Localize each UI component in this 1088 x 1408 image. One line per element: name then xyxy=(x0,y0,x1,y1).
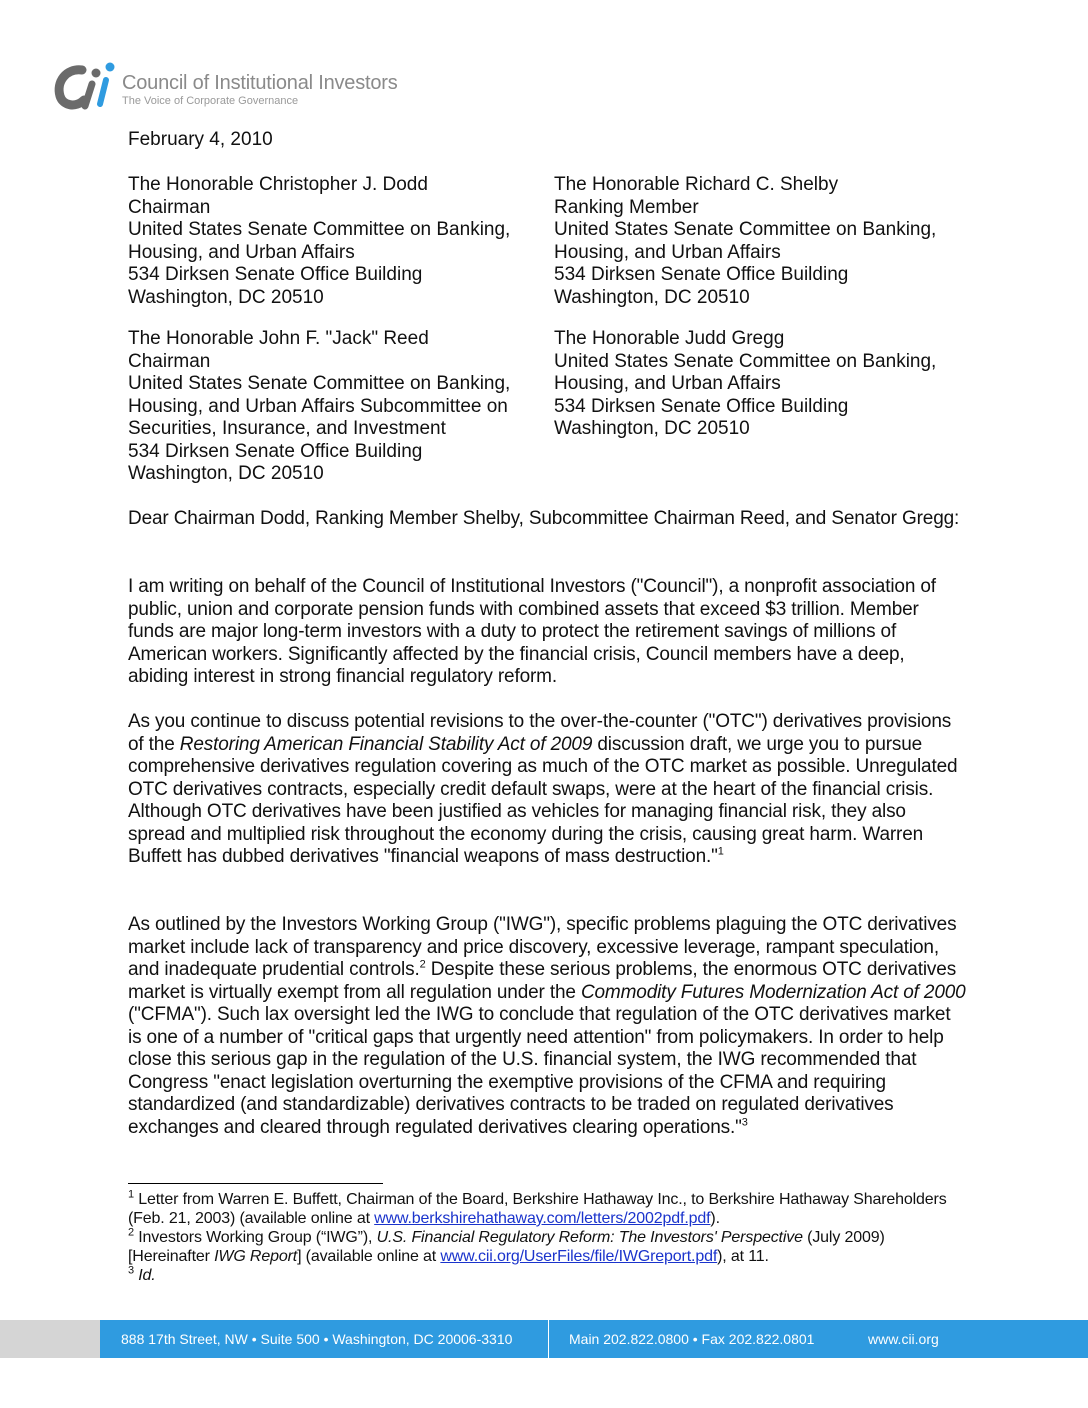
footnote-1 xyxy=(128,1190,958,1228)
footnote-2-text-c: ] (available online at xyxy=(297,1248,441,1265)
salutation: Dear Chairman Dodd, Ranking Member Shelby, Subcommittee Chairman Reed, and Senator Gregg: xyxy=(128,508,960,529)
footnote-2-short-title: IWG Report xyxy=(214,1248,298,1265)
org-name: Council of Institutional Investors xyxy=(122,72,398,94)
addressee-block-reed: The Honorable John F. "Jack" Reed Chairman United States Senate Committee on Banking, Housing, and Urban Affairs Subcommittee on Securities, Insurance, and Investment 534 Dirksen Senate Office Building Washington, DC 20510 xyxy=(128,328,511,484)
paragraph-1: I am writing on behalf of the Council of Institutional Investors ("Council"), a nonprofit association of public, union and corporate pension funds with combined assets that exceed $3 trillion. Member funds are major long-term investors with a duty to protect the retirement savings of millions of American workers. Significantly affected by the financial crisis, Council members have a deep, abiding interest in strong financial regulatory reform. xyxy=(128,576,936,687)
letterhead-logo xyxy=(52,58,398,110)
footnote-1-number: 1 xyxy=(128,1188,134,1201)
addressee-block-dodd: The Honorable Christopher J. Dodd Chairman United States Senate Committee on Banking, Housing, and Urban Affairs 534 Dirksen Senate Office Building Washington, DC 20510 xyxy=(128,174,511,308)
paragraph-3-text-b: Despite these serious problems, the enormous OTC derivatives market is virtually exempt from all regulation under the xyxy=(128,959,957,1003)
footnote-3-number: 3 xyxy=(128,1264,134,1277)
letter-date: February 4, 2010 xyxy=(128,129,273,150)
footnote-2-text-d: ), at 11. xyxy=(717,1248,769,1265)
addressee-block-gregg: The Honorable Judd Gregg United States Senate Committee on Banking, Housing, and Urban Affairs 534 Dirksen Senate Office Building Washington, DC 20510 xyxy=(554,328,937,439)
paragraph-2-text-a: As you continue to discuss potential revisions to the over-the-counter ("OTC") derivatives provisions of the xyxy=(128,711,952,755)
footnote-2 xyxy=(128,1228,958,1266)
footnote-ref-1: 1 xyxy=(717,845,724,858)
footer-phone-fax: Main 202.822.0800 • Fax 202.822.0801 xyxy=(569,1331,815,1347)
footnote-2-text-b: (July 2009) [Hereinafter xyxy=(128,1229,885,1265)
footnotes xyxy=(128,1190,958,1285)
org-tagline: The Voice of Corporate Governance xyxy=(122,95,299,107)
footnote-1-text-a: Letter from Warren E. Buffett, Chairman of the Board, Berkshire Hathaway Inc., to Berkshire Hathaway Shareholders (Feb. 21, 2003) (available online at xyxy=(128,1191,947,1227)
footer-left-block xyxy=(0,1320,100,1358)
paragraph-2-text-b: discussion draft, we urge you to pursue comprehensive derivatives regulation covering as much of the OTC market as possible. Unregulated OTC derivatives contracts, especially credit default swaps, were at the heart of the financial crisis. Although OTC derivatives have been justified as vehicles for managing financial risk, they also spread and multiplied risk throughout the economy during the crisis, causing great harm. Warren Buffett has dubbed derivatives "financial weapons of mass destruction." xyxy=(128,733,958,867)
footer-address: 888 17th Street, NW • Suite 500 • Washington, DC 20006-3310 xyxy=(121,1331,513,1347)
footer-divider xyxy=(548,1320,549,1358)
paragraph-3-text-a: As outlined by the Investors Working Group ("IWG"), specific problems plaguing the OTC derivatives market include lack of transparency and price discovery, excessive leverage, rampant speculation, and inadequate prudential controls. xyxy=(128,914,957,980)
footnote-2-number: 2 xyxy=(128,1226,134,1239)
iwg-report-link[interactable]: www.cii.org/UserFiles/file/IWGreport.pdf xyxy=(440,1248,718,1265)
footnote-divider xyxy=(128,1183,383,1184)
act-title-rafsa: Restoring American Financial Stability Act of 2009 xyxy=(179,733,593,755)
cii-logo-icon xyxy=(52,58,116,110)
footnote-ref-2: 2 xyxy=(419,958,426,971)
footnote-2-text-a: Investors Working Group (“IWG”), xyxy=(133,1229,377,1246)
berkshire-letter-link[interactable]: www.berkshirehathaway.com/letters/2002pdf.pdf xyxy=(374,1210,711,1227)
addressee-block-shelby: The Honorable Richard C. Shelby Ranking Member United States Senate Committee on Banking, Housing, and Urban Affairs 534 Dirksen Senate Office Building Washington, DC 20510 xyxy=(554,174,937,308)
act-title-cfma: Commodity Futures Modernization Act of 2000 xyxy=(580,981,966,1003)
footnote-2-report-title: U.S. Financial Regulatory Reform: The Investors' Perspective xyxy=(376,1229,803,1246)
footnote-3 xyxy=(128,1266,958,1285)
footnote-1-text-b: ). xyxy=(710,1210,720,1227)
paragraph-2 xyxy=(128,711,968,869)
footnote-3-text: Id. xyxy=(138,1267,156,1284)
letterhead-footer xyxy=(0,1320,1088,1358)
footnote-ref-3: 3 xyxy=(741,1116,748,1129)
paragraph-3 xyxy=(128,914,968,1139)
footer-website[interactable]: www.cii.org xyxy=(868,1331,939,1347)
paragraph-3-text-c: ("CFMA"). Such lax oversight led the IWG to conclude that regulation of the OTC derivatives market is one of a number of "critical gaps that urgently need attention" from policymakers. In order to help close this serious gap in the regulation of the U.S. financial system, the IWG recommended that Congress "enact legislation overturning the exemptive provisions of the CFMA and requiring standardized (and standardizable) derivatives contracts to be traded on regulated derivatives exchanges and cleared through regulated derivatives clearing operations." xyxy=(128,1004,951,1138)
